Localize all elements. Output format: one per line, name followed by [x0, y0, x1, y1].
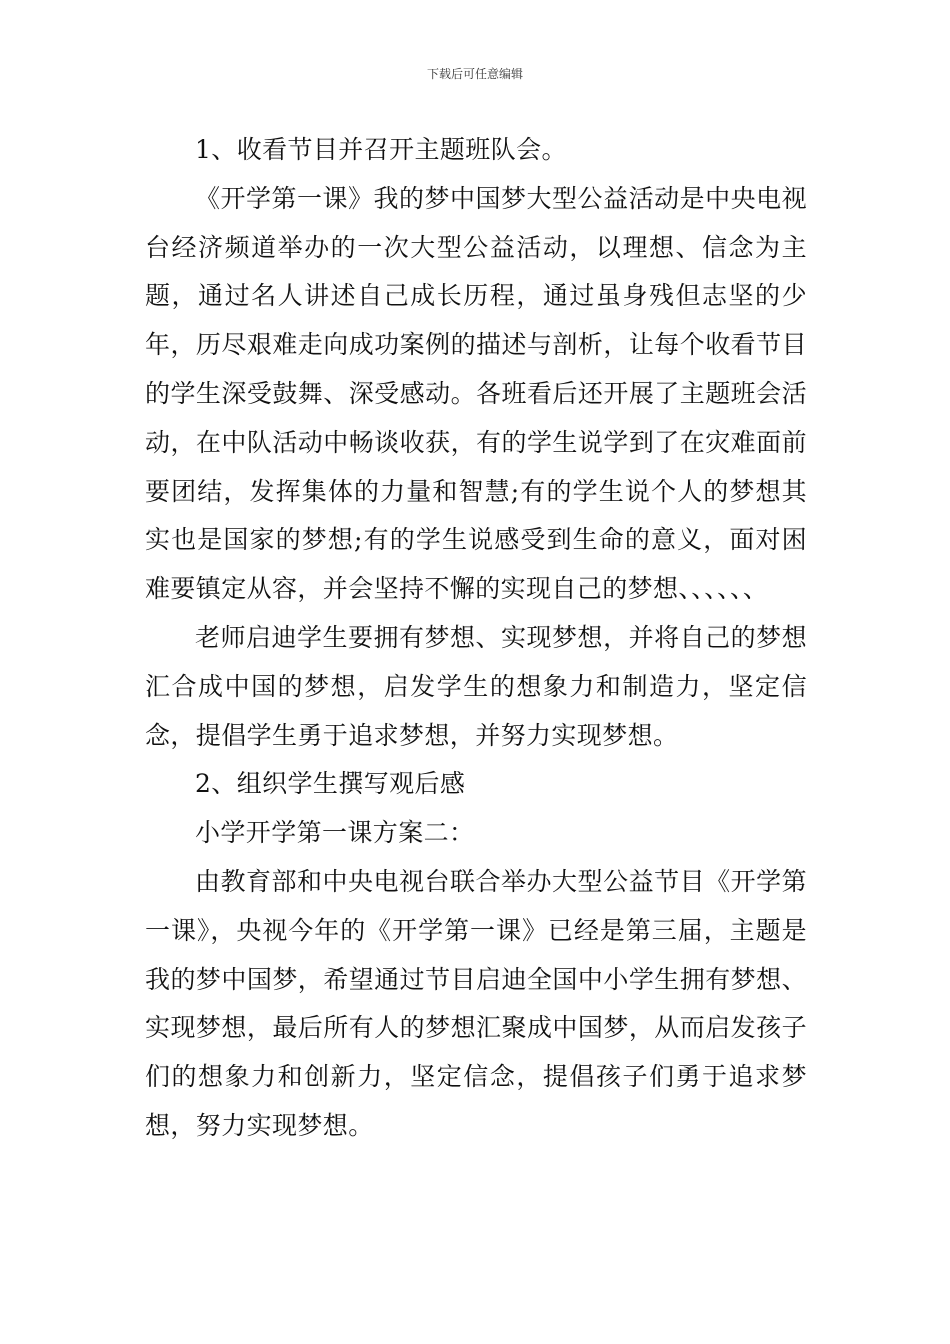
paragraph-2: 《开学第一课》我的梦中国梦大型公益活动是中央电视台经济频道举办的一次大型公益活动，以理想、信念为主题，通过名人讲述自己成长历程，通过虽身残但志坚的少年，历尽艰难走向成功案例的描述与剖析，让每个收看节目的学生深受鼓舞、深受感动。各班看后还开展了主题班会活动，在中队活动中畅谈收获，有的学生说学到了在灾难面前要团结，发挥集体的力量和智慧;有的学生说个人的梦想其实也是国家的梦想;有的学生说感受到生命的意义，面对困难要镇定从容，并会坚持不懈的实现自己的梦想、、、、、、 — [145, 183, 807, 604]
page-header-note: 下载后可任意编辑 — [426, 67, 523, 81]
paragraph-6: 由教育部和中央电视台联合举办大型公益节目《开学第一课》，央视今年的《开学第一课》已经是第三届，主题是我的梦中国梦，希望通过节目启迪全国中小学生拥有梦想、实现梦想，最后所有人的梦想汇聚成中国梦，从而启发孩子们的想象力和创新力，坚定信念，提倡孩子们勇于追求梦想，努力实现梦想。 — [145, 866, 807, 1140]
paragraph-3: 老师启迪学生要拥有梦想、实现梦想，并将自己的梦想汇合成中国的梦想，启发学生的想象力和制造力，坚定信念，提倡学生勇于追求梦想，并努力实现梦想。 — [145, 622, 807, 750]
paragraph-1: 1、收看节目并召开主题班队会。 — [195, 135, 567, 164]
paragraph-4: 2、组织学生撰写观后感 — [195, 769, 466, 799]
paragraph-5: 小学开学第一课方案二： — [195, 818, 475, 848]
document-body — [145, 126, 807, 1151]
